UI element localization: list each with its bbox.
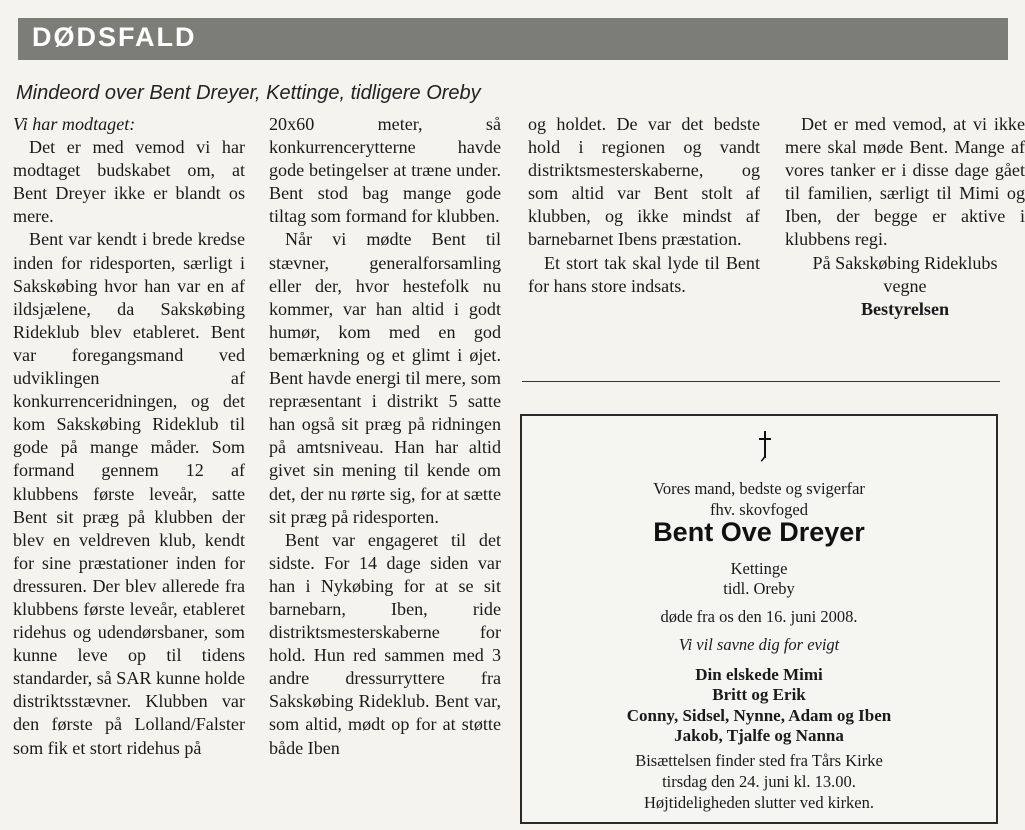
article-title: Mindeord over Bent Dreyer, Kettinge, tidligere Oreby bbox=[16, 82, 481, 104]
article-paragraph: Bent var kendt i brede kredse inden for ridesporten, særligt i Sakskøbing hvor han var en af ildsjælene, da Sakskøbing Rideklub blev etableret. Bent var foregangsmand ved udviklingen af konkurrenceridningen, og det kom Sakskøbing Rideklub til gode på mange måder. Som formand gennem 12 af klubbens første leveår, satte Bent sit præg på klubben der blev en veldreven klub, kendt for sine præstationer inden for dressuren. Der blev allerede fra klubbens første leveår, etableret ridehus og udendørsbaner, som kunne leve op til tidens standarder, så SAR kunne holde distriktsstævner. Klubben var den første på Lolland/Falster som fik et stort ridehus på bbox=[13, 229, 245, 758]
notice-funeral-line: tirsdag den 24. juni kl. 13.00. bbox=[662, 772, 856, 791]
notice-family-line: Conny, Sidsel, Nynne, Adam og Iben bbox=[626, 706, 892, 725]
notice-place: Kettinge bbox=[730, 559, 788, 578]
article-paragraph: Et stort tak skal lyde til Bent for hans store indsats. bbox=[528, 252, 760, 296]
article-column-3 bbox=[528, 113, 760, 298]
notice-intro: Vores mand, bedste og svigerfar bbox=[653, 479, 865, 498]
notice-funeral-line: Bisættelsen finder sted fra Tårs Kirke bbox=[635, 751, 883, 770]
obituary-notice bbox=[520, 414, 998, 824]
article-paragraph: 20x60 meter, så konkurrencerytterne havde gode betingelser at træne under. Bent stod bag mange gode tiltag som formand for klubben. bbox=[269, 114, 501, 227]
article-paragraph: Bent var engageret til det sidste. For 14 dage siden var han i Nykøbing for at se sit barnebarn, Iben, ride distriktsmesterskaberne for hold. Hun red sammen med 3 andre dressurryttere fra Sakskøbing Rideklub. Bent var, som altid, mødt op for at støtte både Iben bbox=[269, 529, 501, 758]
notice-family-line: Britt og Erik bbox=[712, 685, 806, 704]
notice-family-line: Din elskede Mimi bbox=[695, 665, 823, 684]
article-paragraph: Det er med vemod vi har modtaget budskabet om, at Bent Dreyer ikke er blandt os mere. bbox=[13, 137, 245, 227]
article-paragraph: Når vi mødte Bent til stævner, generalforsamling eller der, hvor hestefolk nu kommer, var han altid i godt humør, kom med en god bemærkning og et glimt i øjet. Bent havde energi til mere, som repræsentant i distrikt 5 satte han også sit præg på ridningen på amtsniveau. Han har altid givet sin mening til kende om det, der nu rørte sig, for at sætte sit præg på ridesporten. bbox=[269, 229, 501, 527]
section-label: DØDSFALD bbox=[32, 22, 197, 52]
notice-family-line: Jakob, Tjalfe og Nanna bbox=[674, 726, 844, 745]
article-column-4 bbox=[785, 113, 1025, 321]
notice-deceased-name: Bent Ove Dreyer bbox=[653, 517, 865, 547]
notice-former-place: tidl. Oreby bbox=[723, 579, 795, 598]
signature-line: På Sakskøbing Rideklubs bbox=[812, 252, 998, 273]
notice-date-line: døde fra os den 16. juni 2008. bbox=[660, 607, 858, 626]
notice-title-line: fhv. skovfoged bbox=[710, 500, 808, 519]
article-paragraph: og holdet. De var det bedste hold i regionen og vandt distriktsmesterskaberne, og som altid var Bent stolt af klubben, og ikke mindst af barnebarnet Ibens præstation. bbox=[528, 114, 760, 250]
article-column-2 bbox=[269, 113, 501, 760]
cross-icon bbox=[758, 430, 772, 462]
article-column-1 bbox=[13, 113, 245, 760]
signature-name: Bestyrelsen bbox=[860, 298, 950, 319]
divider-rule bbox=[522, 381, 1000, 382]
signature-line-2: vegne bbox=[883, 275, 927, 296]
article-kicker: Vi har modtaget: bbox=[13, 114, 136, 134]
notice-motto: Vi vil savne dig for evigt bbox=[678, 635, 840, 654]
article-paragraph: Det er med vemod, at vi ikke mere skal møde Bent. Mange af vores tanker er i disse dage gået til familien, særligt til Mimi og Iben, der begge er aktive i klubbens regi. bbox=[785, 114, 1025, 250]
notice-funeral-line: Højtideligheden slutter ved kirken. bbox=[643, 793, 875, 812]
